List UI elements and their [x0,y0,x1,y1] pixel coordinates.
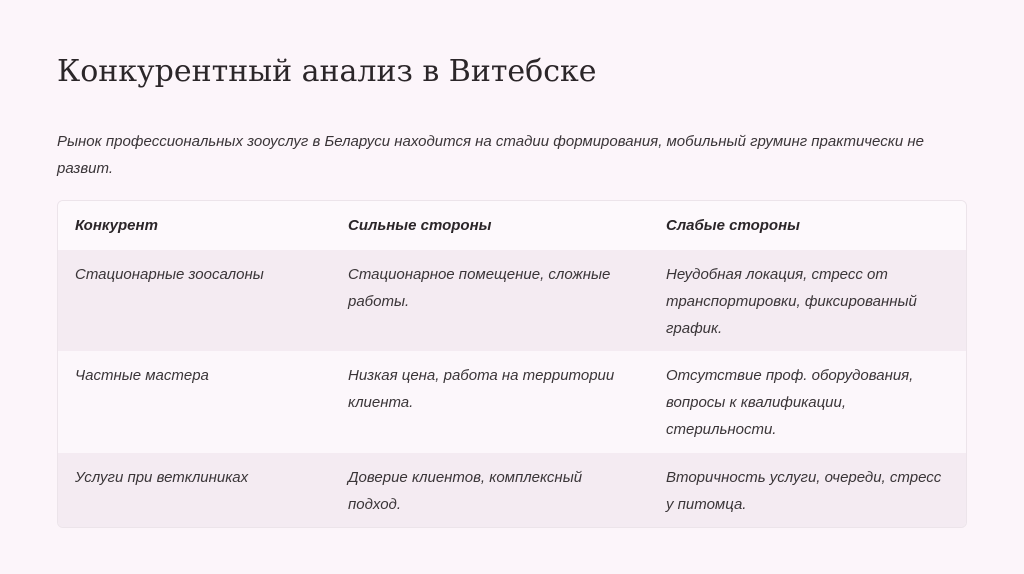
cell-strengths: Доверие клиентов, комплексный подход. [331,453,649,528]
cell-competitor: Стационарные зоосалоны [58,250,331,351]
cell-weaknesses: Неудобная локация, стресс от транспортировки, фиксированный график. [649,250,966,351]
cell-strengths: Низкая цена, работа на территории клиента. [331,351,649,453]
cell-weaknesses: Отсутствие проф. оборудования, вопросы к квалификации, стерильности. [649,351,966,453]
cell-weaknesses: Вторичность услуги, очереди, стресс у питомца. [649,453,966,528]
table-row [58,453,966,528]
header-strengths: Сильные стороны [331,201,649,250]
header-weaknesses: Слабые стороны [649,201,966,250]
cell-competitor: Услуги при ветклиниках [58,453,331,528]
table-header-row [58,201,966,250]
competitor-table-grid [58,201,966,528]
page-title: Конкурентный анализ в Витебске [57,54,597,89]
competitor-table [57,200,967,528]
table-row [58,351,966,453]
cell-competitor: Частные мастера [58,351,331,453]
intro-text: Рынок профессиональных зооуслуг в Беларуси находится на стадии формирования, мобильный груминг практически не развит. [57,133,924,177]
header-competitor: Конкурент [58,201,331,250]
cell-strengths: Стационарное помещение, сложные работы. [331,250,649,351]
table-row [58,250,966,351]
